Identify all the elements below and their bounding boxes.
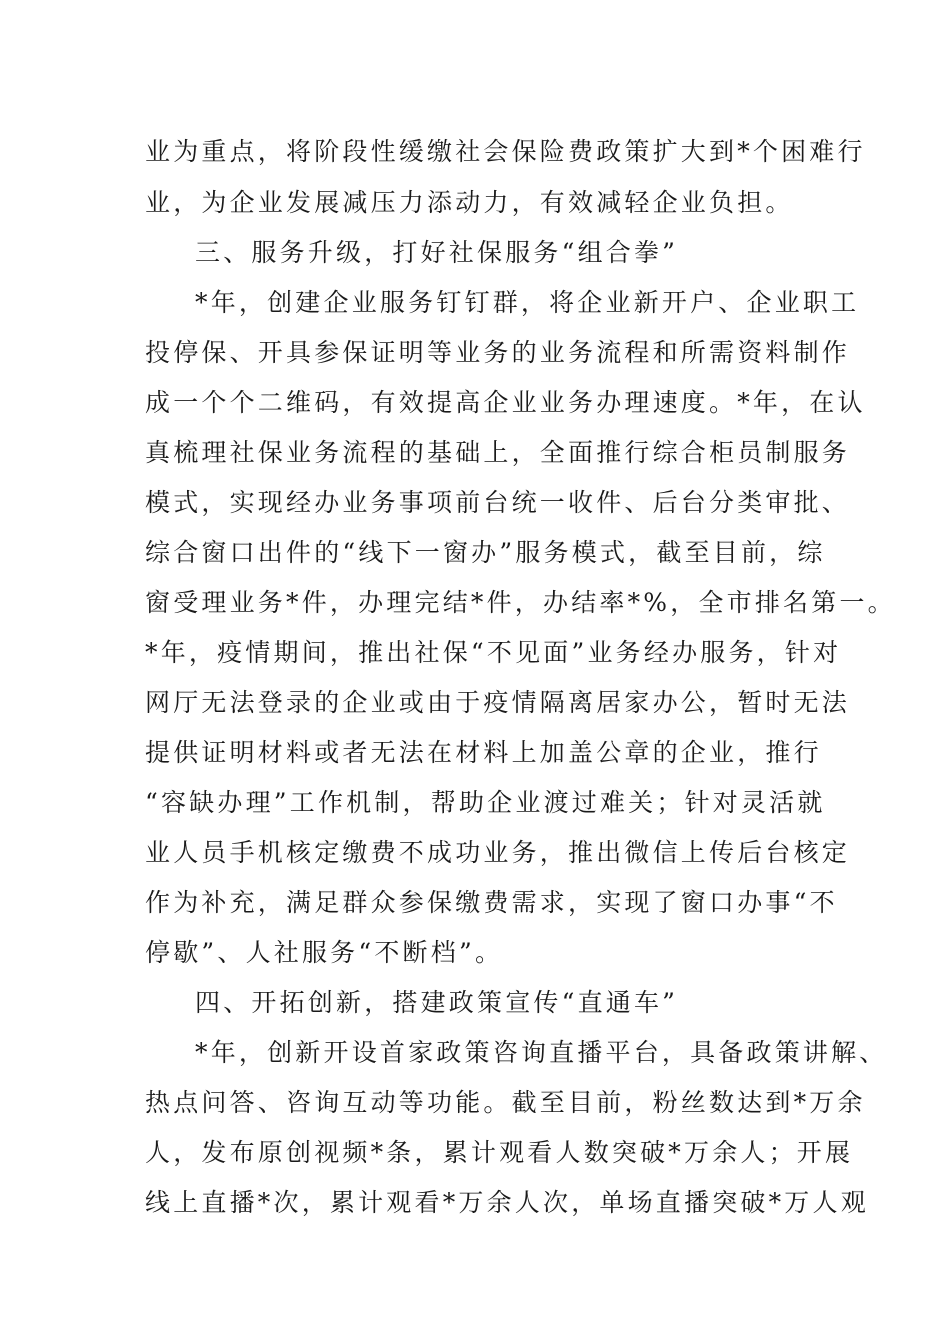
text-line-7: 真梳理社保业务流程的基础上，全面推行综合柜员制服务 (145, 438, 851, 467)
section-heading-3: 三、服务升级，打好社保服务“组合拳” (195, 238, 679, 267)
text-line-1: 业为重点，将阶段性缓缴社会保险费政策扩大到*个困难行 (145, 137, 866, 166)
text-line-2: 业，为企业发展减压力添动力，有效减轻企业负担。 (145, 188, 794, 217)
text-line-14: “容缺办理”工作机制，帮助企业渡过难关；针对灵活就 (145, 788, 826, 817)
text-line-21: 人，发布原创视频*条，累计观看人数突破*万余人；开展 (145, 1138, 854, 1167)
text-line-4: *年，创建企业服务钉钉群，将企业新开户、企业职工 (195, 288, 860, 317)
text-line-5: 投停保、开具参保证明等业务的业务流程和所需资料制作 (145, 338, 851, 367)
text-line-22: 线上直播*次，累计观看*万余人次，单场直播突破*万人观 (145, 1188, 869, 1217)
text-line-12: 网厅无法登录的企业或由于疫情隔离居家办公，暂时无法 (145, 688, 851, 717)
text-line-20: 热点问答、咨询互动等功能。截至目前，粉丝数达到*万余 (145, 1088, 866, 1117)
section-heading-4: 四、开拓创新，搭建政策宣传“直通车” (195, 988, 679, 1017)
text-line-11: *年，疫情期间，推出社保“不见面”业务经办服务，针对 (145, 638, 842, 667)
text-line-6: 成一个个二维码，有效提高企业业务办理速度。*年，在认 (145, 388, 866, 417)
text-line-9: 综合窗口出件的“线下一窗办”服务模式，截至目前，综 (145, 538, 826, 567)
text-line-15: 业人员手机核定缴费不成功业务，推出微信上传后台核定 (145, 838, 851, 867)
text-line-17: 停歇”、人社服务“不断档”。 (145, 938, 504, 967)
text-line-10: 窗受理业务*件，办理完结*件，办结率*%，全市排名第一。 (145, 588, 896, 617)
text-line-19: *年，创新开设首家政策咨询直播平台，具备政策讲解、 (195, 1038, 888, 1067)
text-line-16: 作为补充，满足群众参保缴费需求，实现了窗口办事“不 (145, 888, 838, 917)
text-line-8: 模式，实现经办业务事项前台统一收件、后台分类审批、 (145, 488, 851, 517)
text-line-13: 提供证明材料或者无法在材料上加盖公章的企业，推行 (145, 738, 822, 767)
